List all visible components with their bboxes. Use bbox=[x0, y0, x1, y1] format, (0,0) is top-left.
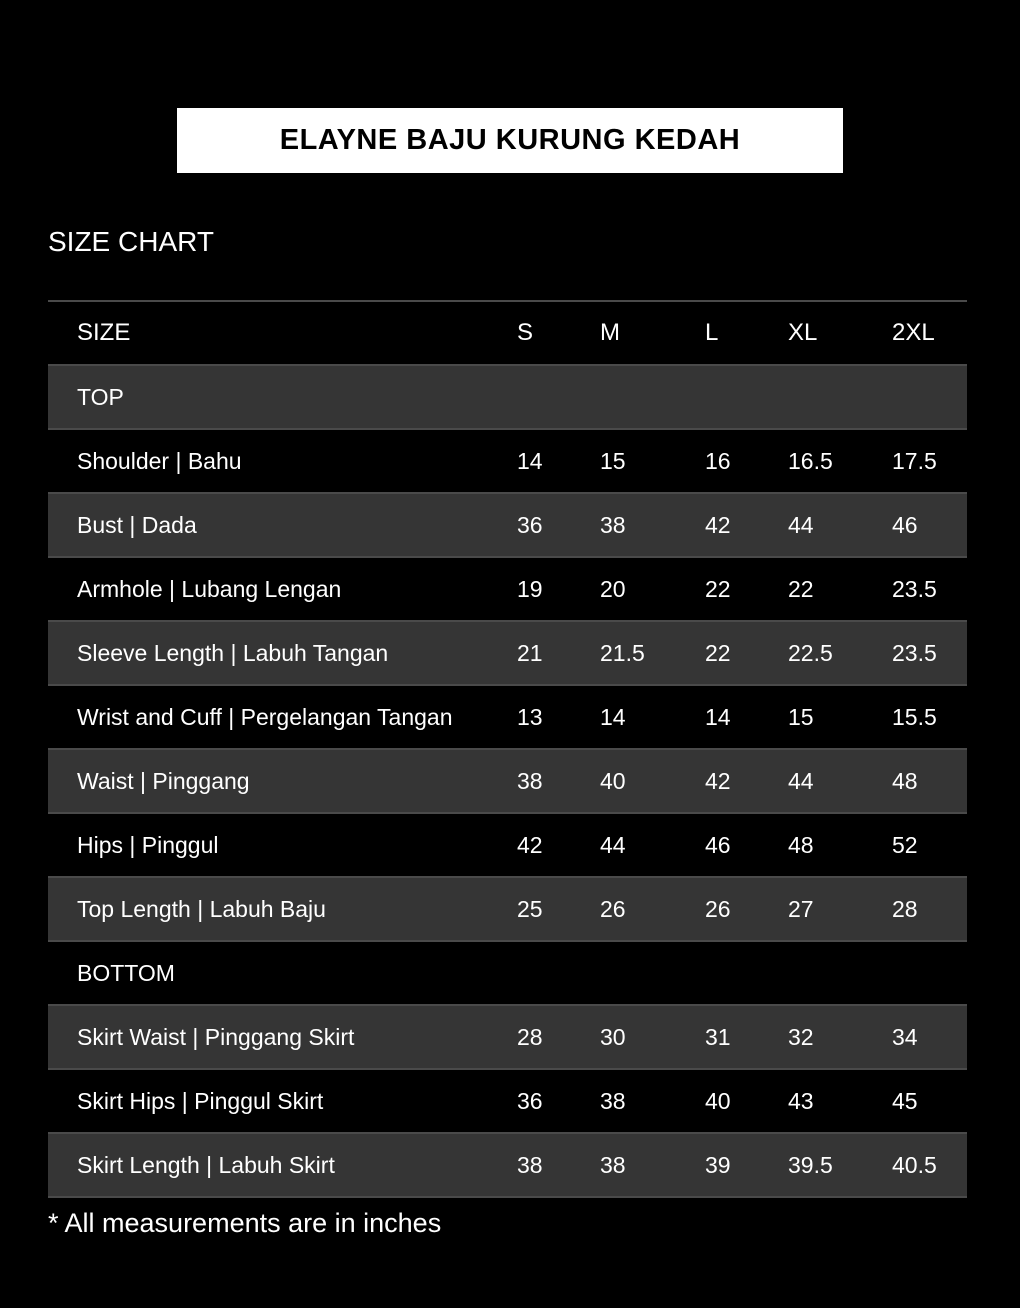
row-label: Wrist and Cuff | Pergelangan Tangan bbox=[77, 704, 453, 730]
value-2xl: 46 bbox=[892, 512, 918, 538]
value-xl: 22.5 bbox=[788, 640, 833, 666]
header-l: L bbox=[705, 319, 719, 346]
value-l: 39 bbox=[705, 1152, 731, 1178]
value-s: 42 bbox=[517, 832, 543, 858]
value-l: 31 bbox=[705, 1024, 731, 1050]
page-title: ELAYNE BAJU KURUNG KEDAH bbox=[279, 124, 741, 156]
table-row bbox=[48, 750, 967, 814]
table-row bbox=[48, 622, 967, 686]
value-l: 46 bbox=[705, 832, 731, 858]
value-2xl: 15.5 bbox=[892, 704, 937, 730]
value-2xl: 52 bbox=[892, 832, 918, 858]
value-s: 21 bbox=[517, 640, 543, 666]
header-size: SIZE bbox=[77, 319, 131, 346]
value-xl: 48 bbox=[788, 832, 814, 858]
table-row bbox=[48, 686, 967, 750]
value-l: 22 bbox=[705, 640, 731, 666]
value-s: 38 bbox=[517, 1152, 543, 1178]
table-row bbox=[48, 494, 967, 558]
section-row-top bbox=[48, 366, 967, 430]
row-label: Skirt Waist | Pinggang Skirt bbox=[77, 1024, 355, 1050]
row-label: Sleeve Length | Labuh Tangan bbox=[77, 640, 389, 666]
value-xl: 44 bbox=[788, 512, 814, 538]
row-label: Armhole | Lubang Lengan bbox=[77, 576, 342, 602]
value-l: 26 bbox=[705, 896, 731, 922]
value-s: 28 bbox=[517, 1024, 543, 1050]
value-2xl: 40.5 bbox=[892, 1152, 937, 1178]
table-row bbox=[48, 1070, 967, 1134]
page-title-banner bbox=[177, 108, 843, 173]
row-label: Waist | Pinggang bbox=[77, 768, 250, 794]
table-row bbox=[48, 558, 967, 622]
value-xl: 39.5 bbox=[788, 1152, 833, 1178]
value-m: 21.5 bbox=[600, 640, 645, 666]
table-row bbox=[48, 1134, 967, 1198]
value-m: 38 bbox=[600, 512, 626, 538]
header-2xl: 2XL bbox=[892, 319, 935, 346]
section-label: TOP bbox=[77, 384, 124, 410]
value-m: 26 bbox=[600, 896, 626, 922]
row-label: Hips | Pinggul bbox=[77, 832, 219, 858]
value-m: 40 bbox=[600, 768, 626, 794]
header-xl: XL bbox=[788, 319, 818, 346]
value-l: 42 bbox=[705, 768, 731, 794]
value-s: 14 bbox=[517, 448, 543, 474]
value-xl: 32 bbox=[788, 1024, 814, 1050]
table-row bbox=[48, 1006, 967, 1070]
size-chart-table bbox=[48, 300, 967, 1198]
value-s: 25 bbox=[517, 896, 543, 922]
value-xl: 44 bbox=[788, 768, 814, 794]
value-l: 16 bbox=[705, 448, 731, 474]
value-2xl: 45 bbox=[892, 1088, 918, 1114]
section-row-bottom bbox=[48, 942, 967, 1006]
value-m: 14 bbox=[600, 704, 626, 730]
value-l: 22 bbox=[705, 576, 731, 602]
section-heading: SIZE CHART bbox=[48, 226, 214, 257]
value-xl: 43 bbox=[788, 1088, 814, 1114]
value-s: 13 bbox=[517, 704, 543, 730]
value-s: 36 bbox=[517, 512, 543, 538]
value-s: 38 bbox=[517, 768, 543, 794]
value-xl: 27 bbox=[788, 896, 814, 922]
value-s: 36 bbox=[517, 1088, 543, 1114]
row-label: Skirt Length | Labuh Skirt bbox=[77, 1152, 335, 1178]
value-m: 30 bbox=[600, 1024, 626, 1050]
value-s: 19 bbox=[517, 576, 543, 602]
value-xl: 16.5 bbox=[788, 448, 833, 474]
value-2xl: 23.5 bbox=[892, 576, 937, 602]
value-2xl: 34 bbox=[892, 1024, 918, 1050]
section-label: BOTTOM bbox=[77, 960, 175, 986]
value-2xl: 23.5 bbox=[892, 640, 937, 666]
header-m: M bbox=[600, 319, 620, 346]
table-row bbox=[48, 814, 967, 878]
value-m: 20 bbox=[600, 576, 626, 602]
value-l: 42 bbox=[705, 512, 731, 538]
table-row bbox=[48, 878, 967, 942]
value-m: 38 bbox=[600, 1088, 626, 1114]
row-label: Skirt Hips | Pinggul Skirt bbox=[77, 1088, 324, 1114]
value-l: 40 bbox=[705, 1088, 731, 1114]
value-m: 38 bbox=[600, 1152, 626, 1178]
value-m: 44 bbox=[600, 832, 626, 858]
value-m: 15 bbox=[600, 448, 626, 474]
table-row bbox=[48, 430, 967, 494]
value-2xl: 28 bbox=[892, 896, 918, 922]
row-label: Shoulder | Bahu bbox=[77, 448, 242, 474]
table-header-row bbox=[48, 302, 967, 366]
row-label: Top Length | Labuh Baju bbox=[77, 896, 326, 922]
measurement-note: * All measurements are in inches bbox=[48, 1208, 442, 1238]
value-2xl: 17.5 bbox=[892, 448, 937, 474]
value-xl: 22 bbox=[788, 576, 814, 602]
value-xl: 15 bbox=[788, 704, 814, 730]
value-2xl: 48 bbox=[892, 768, 918, 794]
header-s: S bbox=[517, 319, 534, 346]
row-label: Bust | Dada bbox=[77, 512, 197, 538]
value-l: 14 bbox=[705, 704, 731, 730]
